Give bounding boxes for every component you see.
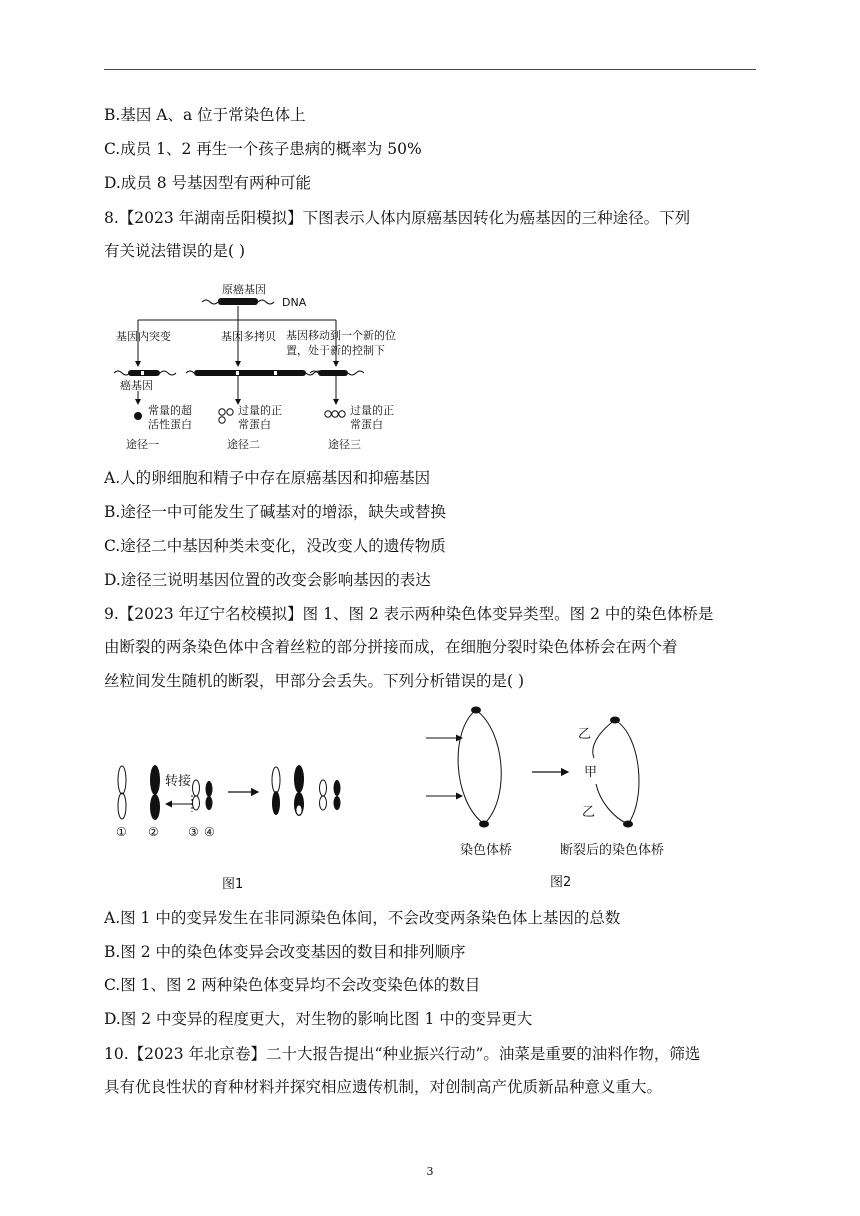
question-8-option-b: B.途径一中可能发生了碱基对的增添，缺失或替换	[104, 503, 446, 521]
result-chromosome-1	[272, 767, 280, 815]
question-9-option-a: A.图 1 中的变异发生在非同源染色体间，不会改变两条染色体上基因的总数	[104, 909, 621, 927]
label-4: ④	[204, 825, 215, 839]
label-2: ②	[148, 825, 159, 839]
figure-2-caption: 图2	[550, 875, 572, 890]
chromosome-bridge	[458, 707, 501, 828]
jia-label: 甲	[584, 765, 598, 780]
amplification-label: 基因多拷贝	[221, 330, 276, 343]
path3-protein-2: 常蛋白	[350, 418, 383, 431]
label-3: ③	[188, 825, 199, 839]
option-d-line: D.成员 8 号基因型有两种可能	[104, 174, 312, 192]
hyperactive-protein-dot	[134, 412, 142, 420]
path2-label: 途径二	[227, 438, 260, 451]
option-b-line: B.基因 A、a 位于常染色体上	[104, 106, 306, 124]
question-10-stem-2: 具有优良性状的育种材料并探究相应遗传机制，对创制高产优质新品种意义重大。	[104, 1078, 663, 1096]
question-10-stem-1: 10.【2023 年北京卷】二十大报告提出“种业振兴行动”。油菜是重要的油料作物，筛选	[104, 1045, 701, 1063]
chromosome-2	[150, 765, 160, 820]
bridge-label: 染色体桥	[460, 843, 513, 858]
chromosome-3	[193, 780, 200, 810]
result-chromosome-3	[320, 780, 327, 810]
question-8-option-d: D.途径三说明基因位置的改变会影响基因的表达	[104, 571, 431, 589]
result-chromosome-2	[294, 765, 304, 816]
broken-bridge	[593, 717, 639, 828]
question-8-stem-1: 8.【2023 年湖南岳阳模拟】下图表示人体内原癌基因转化为癌基因的三种途径。下列	[104, 209, 691, 227]
result-chromosome-4	[334, 780, 341, 810]
option-c-line: C.成员 1、2 再生一个孩子患病的概率为 50%	[104, 140, 422, 158]
question-9-stem-2: 由断裂的两条染色体中含着丝粒的部分拼接而成，在细胞分裂时染色体桥会在两个着	[104, 638, 678, 656]
chromosome-4	[206, 781, 213, 810]
question-8-option-a: A.人的卵细胞和精子中存在原癌基因和抑癌基因	[104, 469, 431, 487]
figure-1-caption: 图1	[222, 877, 244, 892]
question-8-option-c: C.途径二中基因种类未变化，没改变人的遗传物质	[104, 537, 446, 555]
path3-label: 途径三	[328, 438, 361, 451]
question-9-stem-1: 9.【2023 年辽宁名校模拟】图 1、图 2 表示两种染色体变异类型。图 2 中的染色体桥是	[104, 605, 714, 623]
mutation-label: 基因内突变	[116, 330, 171, 343]
figure-2-chromosome-bridge	[420, 700, 700, 896]
oncogene-pathways-figure	[104, 276, 424, 458]
label-1: ①	[116, 825, 127, 839]
relocation-label-1: 基因移动到一个新的位	[286, 329, 396, 342]
proto-oncogene-label: 原癌基因	[222, 283, 266, 296]
question-8-stem-2: 有关说法错误的是( )	[104, 242, 246, 260]
path3-protein-1: 过量的正	[350, 404, 394, 417]
header-rule	[104, 69, 756, 70]
path1-label: 途径一	[126, 438, 159, 451]
yi-label-bottom: 乙	[582, 805, 596, 820]
broken-bridge-label: 断裂后的染色体桥	[560, 843, 665, 858]
question-9-option-c: C.图 1、图 2 两种染色体变异均不会改变染色体的数目	[104, 976, 481, 994]
yi-label-top: 乙	[578, 727, 592, 742]
question-9-stem-3: 丝粒间发生随机的断裂，甲部分会丢失。下列分析错误的是( )	[104, 672, 525, 690]
question-9-option-d: D.图 2 中变异的程度更大，对生物的影响比图 1 中的变异更大	[104, 1010, 533, 1028]
dna-label: DNA	[282, 296, 307, 309]
chromosome-1	[118, 766, 126, 819]
page-number: 3	[426, 1165, 434, 1178]
path1-protein-2: 活性蛋白	[148, 418, 192, 431]
path1-protein-1: 常量的超	[148, 404, 192, 417]
oncogene-label: 癌基因	[120, 379, 153, 392]
translocation-label: 转接	[165, 774, 192, 789]
path2-protein-1: 过量的正	[238, 404, 282, 417]
path2-protein-2: 常蛋白	[238, 418, 271, 431]
relocation-label-2: 置，处于新的控制下	[286, 344, 385, 357]
figure-1-translocation	[108, 760, 368, 896]
question-9-option-b: B.图 2 中的染色体变异会改变基因的数目和排列顺序	[104, 943, 466, 961]
